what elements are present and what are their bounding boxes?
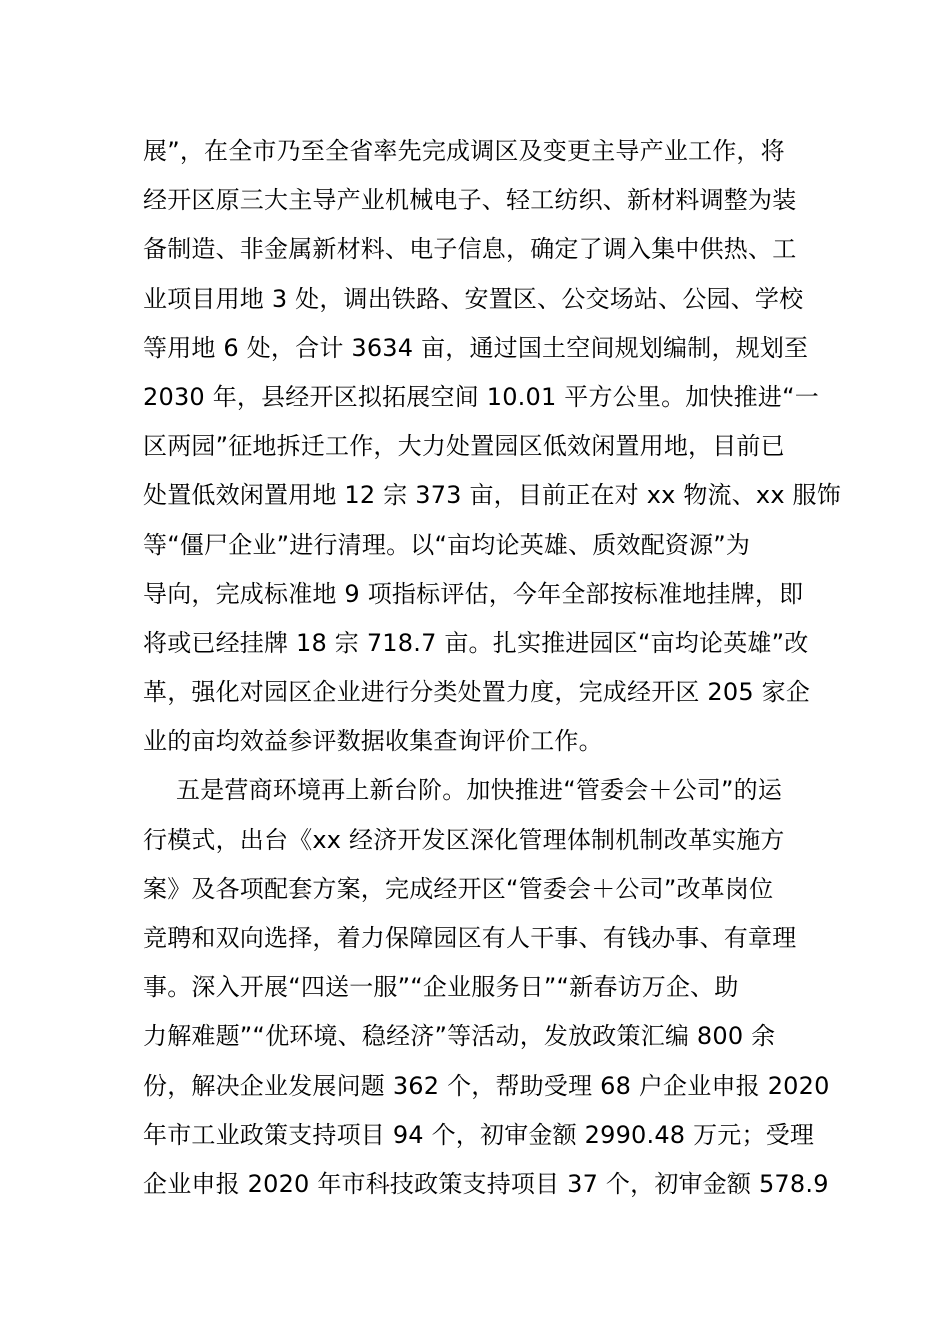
text-line: 企业申报 2020 年市科技政策支持项目 37 个，初审金额 578.9 (143, 1169, 829, 1198)
text-line: 案》及各项配套方案，完成经开区“管委会＋公司”改革岗位 (143, 874, 774, 903)
text-line: 经开区原三大主导产业机械电子、轻工纺织、新材料调整为装 (143, 186, 797, 215)
text-line: 年市工业政策支持项目 94 个，初审金额 2990.48 万元；受理 (143, 1120, 815, 1149)
text-line: 等用地 6 处，合计 3634 亩，通过国土空间规划编制，规划至 (143, 333, 809, 362)
text-line: 革，强化对园区企业进行分类处置力度，完成经开区 205 家企 (143, 678, 811, 707)
text-line: 力解难题”“优环境、稳经济”等活动，发放政策汇编 800 余 (143, 1022, 776, 1051)
paragraph-start-line: 五是营商环境再上新台阶。加快推进“管委会＋公司”的运 (176, 776, 783, 805)
text-line: 行模式，出台《xx 经济开发区深化管理体制机制改革实施方 (143, 825, 785, 854)
body-text (143, 127, 841, 1209)
text-line: 备制造、非金属新材料、电子信息，确定了调入集中供热、工 (143, 235, 797, 264)
text-line: 区两园”征地拆迁工作，大力处置园区低效闲置用地，目前已 (143, 432, 785, 461)
text-line: 事。深入开展“四送一服”“企业服务日”“新春访万企、助 (143, 973, 739, 1002)
text-line: 等“僵尸企业”进行清理。以“亩均论英雄、质效配资源”为 (143, 530, 751, 559)
text-line: 将或已经挂牌 18 宗 718.7 亩。扎实推进园区“亩均论英雄”改 (143, 628, 809, 657)
text-line: 2030 年，县经开区拟拓展空间 10.01 平方公里。加快推进“一 (143, 382, 819, 411)
text-line: 业的亩均效益参评数据收集查询评价工作。 (143, 727, 603, 756)
text-line: 竞聘和双向选择，着力保障园区有人干事、有钱办事、有章理 (143, 924, 797, 952)
text-line: 导向，完成标准地 9 项指标评估，今年全部按标准地挂牌，即 (143, 579, 804, 608)
text-line: 处置低效闲置用地 12 宗 373 亩，目前正在对 xx 物流、xx 服饰 (143, 481, 841, 510)
text-line: 展”，在全市乃至全省率先完成调区及变更主导产业工作，将 (143, 137, 785, 165)
text-line: 份，解决企业发展问题 362 个，帮助受理 68 户企业申报 2020 (143, 1071, 830, 1100)
text-line: 业项目用地 3 处，调出铁路、安置区、公交场站、公园、学校 (143, 284, 804, 313)
